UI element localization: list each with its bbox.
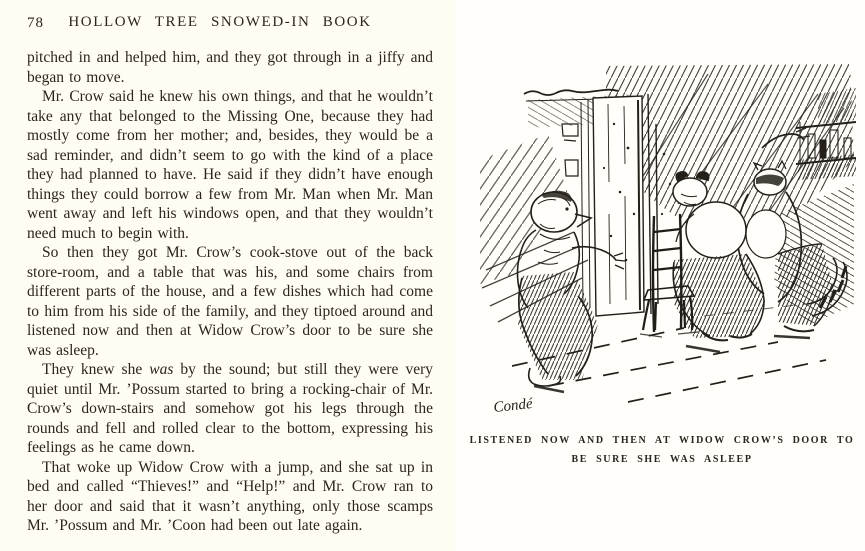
paragraph [27, 243, 433, 360]
text-run: They knew she [42, 361, 150, 378]
paragraph [27, 48, 433, 87]
caption-line-2: BE SURE SHE WAS ASLEEP [571, 454, 753, 465]
caption-line-1: LISTENED NOW AND THEN AT WIDOW CROW’S DOOR TO [469, 435, 855, 446]
emphasized-text: was [149, 361, 174, 378]
illustration-caption [462, 431, 862, 469]
page-number: 78 [27, 15, 44, 31]
text-run: by the sound; but still they were very quiet until Mr. ’Possum started to bring a rocking-chair of Mr. Crow’s down-stairs and somehow got his legs through the rounds and fell and rolled clear to the bottom, expressing his feelings as he came down. [27, 361, 433, 456]
running-title: HOLLOW TREE SNOWED-IN BOOK [68, 14, 372, 30]
illustration [478, 64, 858, 424]
page-header [27, 13, 433, 35]
paragraph [27, 458, 433, 536]
paragraph [27, 360, 433, 458]
text-run: So then they got Mr. Crow’s cook-stove out of the back store-room, and a table that was his, and some chairs from different parts of the house, and a few dishes which had come to him from his side of the family, and they tiptoed around and listened now and then at Widow Crow’s door to be sure she was asleep. [27, 244, 433, 359]
right-page [462, 64, 862, 469]
artist-signature: Condé [492, 395, 534, 416]
left-page [27, 13, 433, 536]
paragraph [27, 87, 433, 243]
text-run: Mr. Crow said he knew his own things, and that he wouldn’t take any that belonged to the Missing One, because they had mostly come from her mother; and, besides, they would be a sad reminder, and didn’t seem to go with the kind of a place they had planned to have. He said if they didn’t have enough things they could borrow a few from Mr. Man when Mr. Man went away and left his windows open, and that they wouldn’t need much to begin with. [27, 88, 433, 242]
text-run: That woke up Widow Crow with a jump, and she sat up in bed and called “Thieves!” and “Help!” and Mr. Crow ran to her door and said that it wasn’t anything, only those scamps Mr. ’Possum and Mr. ’Coon had been out late again. [27, 458, 433, 534]
text-run: pitched in and helped him, and they got through in a jiffy and began to move. [27, 49, 433, 86]
body-text [27, 48, 433, 536]
